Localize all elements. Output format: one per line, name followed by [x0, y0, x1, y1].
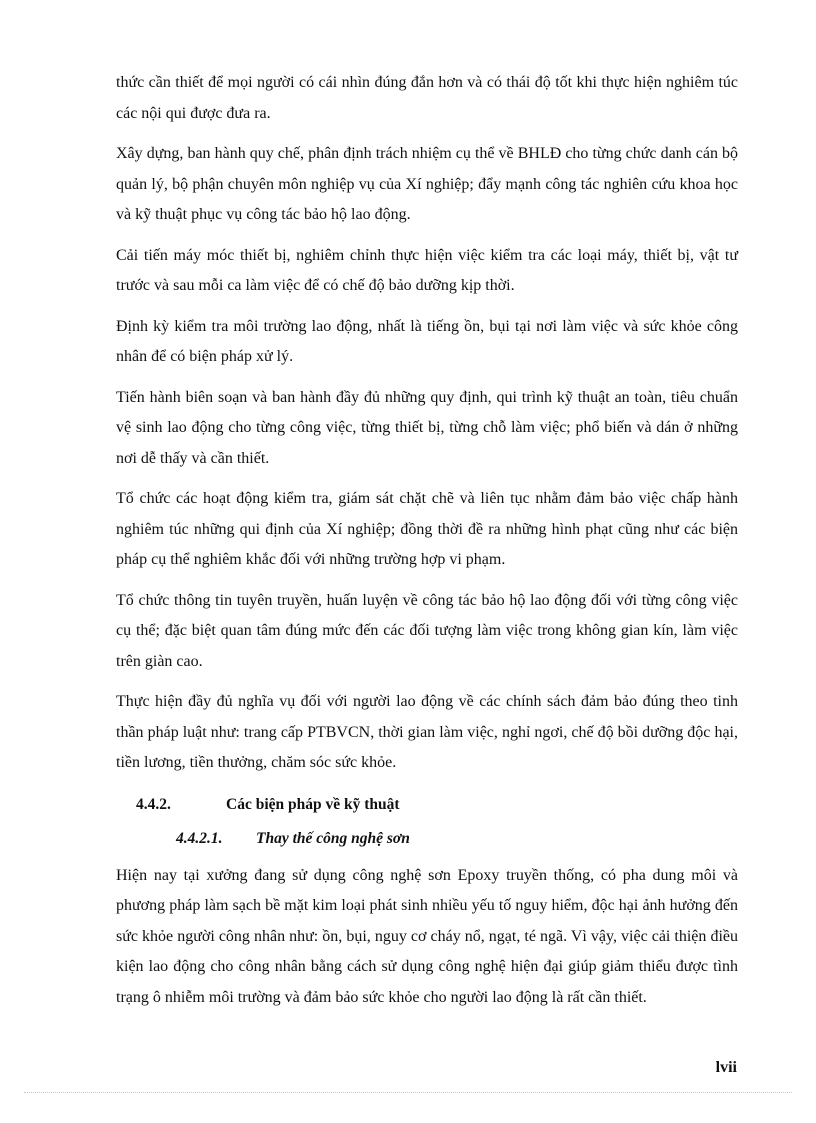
paragraph: Định kỳ kiểm tra môi trường lao động, nhất là tiếng ồn, bụi tại nơi làm việc và sức khỏe công nhân để có biện pháp xử lý.: [116, 317, 738, 365]
paragraph: Xây dựng, ban hành quy chế, phân định trách nhiệm cụ thể về BHLĐ cho từng chức danh cán bộ quản lý, bộ phận chuyên môn nghiệp vụ của Xí nghiệp; đẩy mạnh công tác nghiên cứu khoa học và kỹ thuật phục vụ công tác bảo hộ lao động.: [116, 145, 738, 223]
paragraph: Cải tiến máy móc thiết bị, nghiêm chỉnh thực hiện việc kiểm tra các loại máy, thiết bị, vật tư trước và sau mỗi ca làm việc để có chế độ bảo dưỡng kịp thời.: [116, 246, 738, 294]
paragraph: Thực hiện đầy đủ nghĩa vụ đối với người lao động về các chính sách đảm bảo đúng theo tinh thần pháp luật như: trang cấp PTBVCN, thời gian làm việc, nghỉ ngơi, chế độ bồi dưỡng độc hại, tiền lương, tiền thưởng, chăm sóc sức khỏe.: [116, 693, 738, 771]
footer-divider: [24, 1092, 792, 1093]
subsection-number: 4.4.2.1.: [176, 829, 223, 847]
page-content: [116, 68, 738, 1023]
section-number: 4.4.2.: [136, 795, 171, 813]
section-title: Các biện pháp về kỹ thuật: [226, 795, 400, 813]
paragraph: Hiện nay tại xưởng đang sử dụng công nghệ sơn Epoxy truyền thống, có pha dung môi và phương pháp làm sạch bề mặt kim loại phát sinh nhiều yếu tố nguy hiểm, độc hại ảnh hưởng đến sức khỏe người công nhân như: ồn, bụi, nguy cơ cháy nổ, ngạt, té ngã. Vì vậy, việc cải thiện điều kiện lao động cho công nhân bằng cách sử dụng công nghệ hiện đại giúp giảm thiểu được tình trạng ô nhiễm môi trường và đảm bảo sức khỏe cho người lao động là rất cần thiết.: [116, 866, 738, 1006]
paragraph: thức cần thiết để mọi người có cái nhìn đúng đắn hơn và có thái độ tốt khi thực hiện nghiêm túc các nội qui được đưa ra.: [116, 74, 738, 122]
paragraph: Tổ chức các hoạt động kiểm tra, giám sát chặt chẽ và liên tục nhằm đảm bảo việc chấp hành nghiêm túc những qui định của Xí nghiệp; đồng thời đề ra những hình phạt cũng như các biện pháp cụ thể nghiêm khắc đối với những trường hợp vi phạm.: [116, 490, 738, 568]
paragraph: Tổ chức thông tin tuyên truyền, huấn luyện về công tác bảo hộ lao động đối với từng công việc cụ thể; đặc biệt quan tâm đúng mức đến các đối tượng làm việc trong không gian kín, làm việc trên giàn cao.: [116, 591, 738, 670]
section-heading: [136, 789, 738, 821]
subsection-heading: [176, 823, 738, 855]
paragraph: Tiến hành biên soạn và ban hành đầy đủ những quy định, qui trình kỹ thuật an toàn, tiêu chuẩn vệ sinh lao động cho từng công việc, từng thiết bị, từng chỗ làm việc; phổ biến và dán ở những nơi dễ thấy và cần thiết.: [116, 388, 738, 467]
subsection-title: Thay thế công nghệ sơn: [256, 829, 410, 847]
page-number: lvii: [715, 1059, 737, 1076]
